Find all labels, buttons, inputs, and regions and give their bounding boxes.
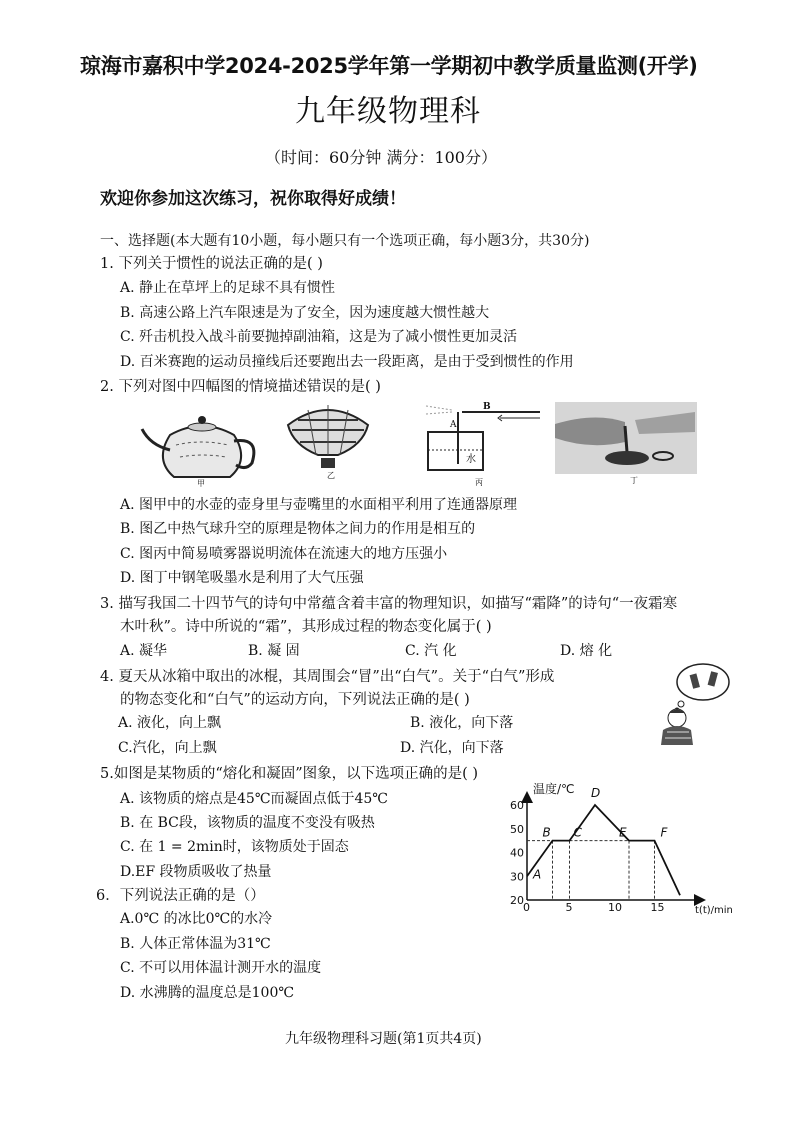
option-a: A. 该物质的熔点是45℃而凝固点低于45℃ bbox=[120, 791, 388, 807]
y-axis-label: 温度/℃ bbox=[533, 782, 575, 796]
question-stem: 5.如图是某物质的“熔化和凝固”图象，以下选项正确的是( ) bbox=[100, 766, 479, 782]
option-b: B. 人体正常体温为31℃ bbox=[120, 936, 271, 952]
option-d: D. 汽化，向下落 bbox=[400, 740, 504, 756]
fountain-pen-figure bbox=[555, 402, 697, 474]
figure-label: 丙 bbox=[475, 478, 483, 487]
y-tick-label: 30 bbox=[510, 870, 524, 884]
option-c: C. 不可以用体温计测开水的温度 bbox=[120, 960, 322, 976]
point-label: A bbox=[533, 867, 542, 882]
boy-popsicle-illustration bbox=[655, 660, 730, 745]
y-tick-label: 50 bbox=[510, 822, 524, 836]
option-b: B. 图乙中热气球升空的原理是物体之间力的作用是相互的 bbox=[120, 521, 476, 537]
option-d: D. 水沸腾的温度总是100℃ bbox=[120, 985, 295, 1001]
page-footer: 九年级物理科习题(第1页共4页) bbox=[285, 1031, 482, 1047]
question-stem: 6．下列说法正确的是（） bbox=[96, 888, 265, 904]
option-c: C. 歼击机投入战斗前要抛掉副油箱，这是为了减小惯性更加灵活 bbox=[120, 329, 518, 345]
x-tick-label: 5 bbox=[565, 901, 573, 914]
question-stem: 4. 夏天从冰箱中取出的冰棍，其周围会“冒”出“白气”。关于“白气”形成 bbox=[100, 669, 555, 685]
option-a: A.0℃ 的冰比0℃的水冷 bbox=[120, 911, 273, 927]
figure-point-b: B bbox=[483, 402, 491, 412]
teapot-figure bbox=[140, 405, 265, 485]
time-info: （时间：60分钟 满分：100分） bbox=[265, 148, 497, 167]
option-d: D. 百米赛跑的运动员撞线后还要跑出去一段距离，是由于受到惯性的作用 bbox=[120, 354, 574, 370]
x-axis-label: t(t)/min bbox=[695, 905, 733, 915]
point-label: C bbox=[573, 825, 582, 840]
option-b: B. 凝 固 bbox=[248, 643, 300, 659]
figure-label: 乙 bbox=[327, 471, 335, 480]
sprayer-figure bbox=[418, 402, 543, 474]
option-d: D.EF 段物质吸收了热量 bbox=[120, 864, 272, 880]
figure-point-a: A bbox=[450, 420, 457, 430]
y-tick-label: 40 bbox=[510, 846, 524, 860]
option-c: C. 在 1 = 2min时，该物质处于固态 bbox=[120, 839, 349, 855]
option-d: D. 图丁中钢笔吸墨水是利用了大气压强 bbox=[120, 570, 364, 586]
point-label: E bbox=[619, 825, 627, 840]
point-label: F bbox=[660, 825, 668, 840]
point-label: D bbox=[591, 786, 601, 800]
subject-title: 九年级物理科 bbox=[295, 94, 481, 129]
question-stem-cont: 的物态变化和“白气”的运动方向，下列说法正确的是( ) bbox=[120, 692, 470, 708]
option-a: A. 静止在草坪上的足球不具有惯性 bbox=[120, 280, 336, 296]
option-a: A. 凝华 bbox=[120, 643, 168, 659]
y-tick-label: 20 bbox=[510, 894, 524, 907]
option-b: B. 高速公路上汽车限速是为了安全，因为速度越大惯性越大 bbox=[120, 305, 490, 321]
point-label: B bbox=[542, 825, 551, 840]
question-stem: 2. 下列对图中四幅图的情境描述错误的是( ) bbox=[100, 379, 381, 395]
section-heading: 一、选择题(本大题有10小题，每小题只有一个选项正确，每小题3分，共30分) bbox=[100, 233, 590, 249]
option-a: A. 图甲中的水壶的壶身里与壶嘴里的水面相平利用了连通器原理 bbox=[120, 497, 518, 513]
series-line bbox=[527, 805, 680, 895]
option-b: B. 在 BC段，该物质的温度不变没有吸热 bbox=[120, 815, 375, 831]
x-tick-label: 0 bbox=[523, 901, 530, 914]
figure-label: 甲 bbox=[197, 479, 205, 488]
option-c: C.汽化，向上飘 bbox=[118, 740, 217, 756]
x-tick-label: 10 bbox=[608, 901, 622, 914]
option-a: A. 液化，向上飘 bbox=[118, 715, 222, 731]
welcome-text: 欢迎你参加这次练习，祝你取得好成绩！ bbox=[100, 189, 406, 209]
question-stem: 3. 描写我国二十四节气的诗句中常蕴含着丰富的物理知识，如描写“霜降”的诗句“一夜霜寒 bbox=[100, 596, 678, 612]
question-stem: 1. 下列关于惯性的说法正确的是( ) bbox=[100, 256, 323, 272]
figure-water-label: 水 bbox=[466, 454, 476, 465]
option-d: D. 熔 化 bbox=[560, 643, 613, 659]
figure-label: 丁 bbox=[630, 476, 638, 485]
option-c: C. 汽 化 bbox=[405, 643, 457, 659]
option-c: C. 图丙中简易喷雾器说明流体在流速大的地方压强小 bbox=[120, 546, 448, 562]
option-b: B. 液化，向下落 bbox=[410, 715, 514, 731]
question-stem-cont: 木叶秋”。诗中所说的“霜”，其形成过程的物态变化属于( ) bbox=[120, 619, 492, 635]
hot-air-balloon-figure bbox=[278, 400, 378, 472]
melting-solidification-chart bbox=[505, 780, 750, 915]
x-tick-label: 15 bbox=[650, 901, 665, 914]
school-title: 琼海市嘉积中学2024-2025学年第一学期初中教学质量监测(开学) bbox=[80, 54, 698, 78]
y-tick-label: 60 bbox=[510, 799, 524, 812]
